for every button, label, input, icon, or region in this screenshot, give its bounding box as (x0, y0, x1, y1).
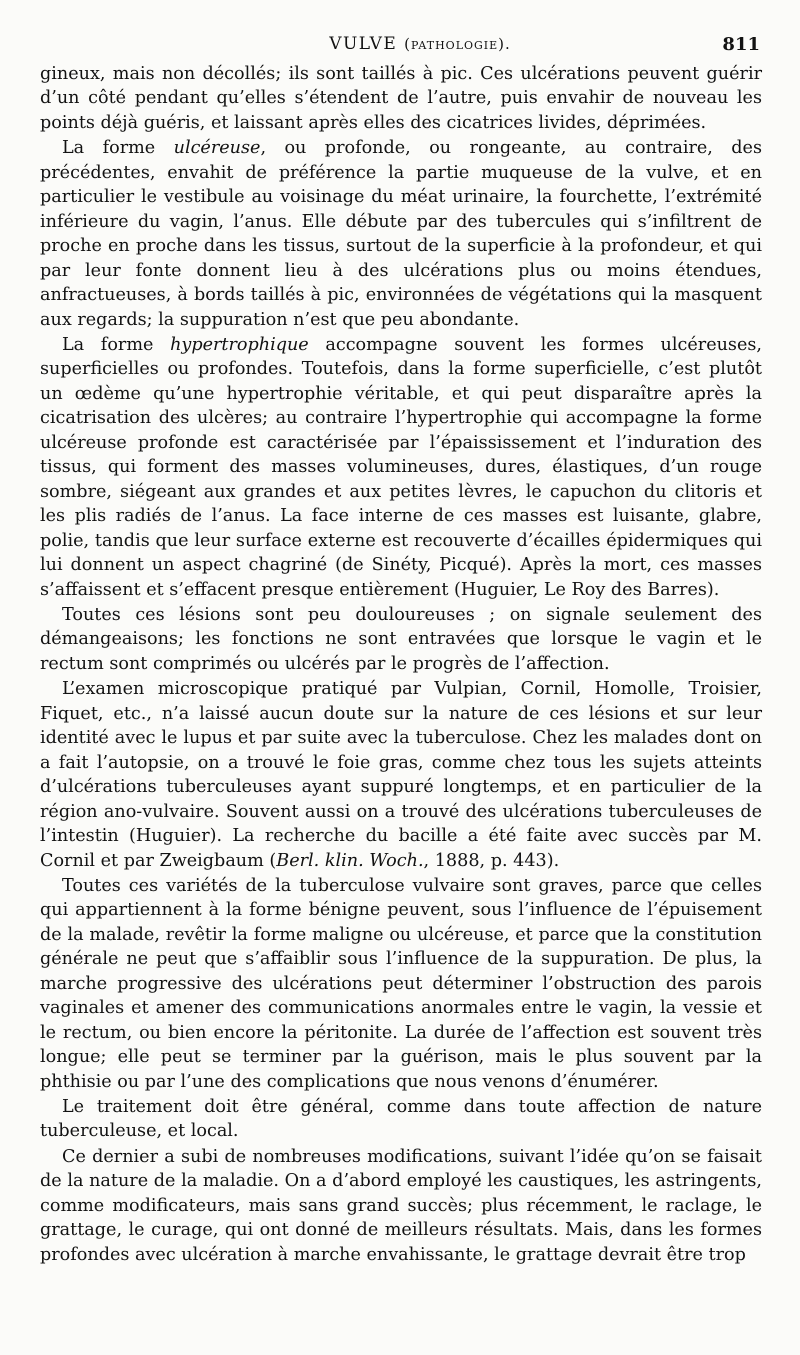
italic-term: ulcéreuse (173, 138, 261, 159)
paragraph (40, 874, 762, 1094)
paragraph (40, 677, 762, 873)
paragraph (40, 1095, 762, 1144)
italic-term: Berl. klin. Woch. (276, 850, 424, 871)
text-run: Ce dernier a subi de nombreuses modifications, suivant l’idée qu’on se faisait de la nature de la maladie. On a d’abord employé les caustiques, les astringents, comme modificateurs, mais sans grand succès; plus récemment, le raclage, le grattage, le curage, qui ont donné de meilleurs résultats. Mais, dans les formes profondes avec ulcération à marche envahissante, le grattage devrait être trop (40, 1146, 762, 1265)
running-header (40, 34, 760, 64)
text-run: Toutes ces lésions sont peu douloureuses ; on signale seulement des démangeaisons; les fonctions ne sont entravées que lorsque le vagin et le rectum sont comprimés ou ulcérés par le progrès de l’affection. (40, 604, 762, 674)
text-run: , ou profonde, ou rongeante, au contraire, des précédentes, envahit de préférence la partie muqueuse de la vulve, et en particulier le vestibule au voisinage du méat urinaire, la fourchette, l’extrémité inférieure du vagin, l’anus. Elle débute par des tubercules qui s’infiltrent de proche en proche dans les tissus, surtout de la superficie à la profondeur, et qui par leur fonte donnent lieu à des ulcérations plus ou moins étendues, anfractueuses, à bords taillés à pic, environnées de végétations qui la masquent aux regards; la suppuration n’est que peu abondante. (40, 138, 762, 330)
paragraph (40, 62, 762, 135)
paragraph (40, 136, 762, 332)
text-run: accompagne souvent les formes ulcéreuses, superficielles ou profondes. Toutefois, dans la forme superficielle, c’est plutôt un œdème qu’une hypertrophie véritable, et qui peut disparaître après la cicatrisation des ulcères; au contraire l’hypertrophie qui accompagne la forme ulcéreuse profonde est caractérisée par l’épaississement et l’induration des tissus, qui forment des masses volumineuses, dures, élastiques, d’un rouge sombre, siégeant aux grandes et aux petites lèvres, le capuchon du clitoris et les plis radiés de l’anus. La face interne de ces masses est luisante, glabre, polie, tandis que leur surface externe est recouverte d’écailles épidermiques qui lui donnent un aspect chagriné (de Sinéty, Picqué). Après la mort, ces masses s’affaissent et s’effacent presque entièrement (Huguier, Le Roy des Barres). (40, 334, 762, 600)
italic-term: hypertrophique (170, 334, 309, 355)
text-run: L’examen microscopique pratiqué par Vulpian, Cornil, Homolle, Troisier, Fiquet, etc., n’a laissé aucun doute sur la nature de ces lésions et sur leur identité avec le lupus et par suite avec la tuberculose. Chez les malades dont on a fait l’autopsie, on a trouvé le foie gras, comme chez tous les sujets atteints d’ulcérations tuberculeuses ayant suppuré longtemps, et en particulier de la région ano-vulvaire. Souvent aussi on a trouvé des ulcérations tuberculeuses de l’intestin (Huguier). La recherche du bacille a été faite avec succès par M. Cornil et par Zweigbaum ( (40, 679, 762, 871)
running-title-main: VULVE (329, 34, 398, 54)
running-title-sub: (pathologie). (404, 35, 511, 53)
paragraph (40, 1145, 762, 1267)
paragraph (40, 603, 762, 676)
body-text (40, 62, 762, 1267)
text-run: La forme (62, 334, 171, 355)
running-title (40, 34, 760, 54)
text-run: Le traitement doit être général, comme dans toute affection de nature tuberculeuse, et local. (40, 1097, 762, 1142)
text-run: La forme (62, 138, 174, 159)
text-run: Toutes ces variétés de la tuberculose vulvaire sont graves, parce que celles qui appartiennent à la forme bénigne peuvent, sous l’influence de l’épuisement de la malade, revêtir la forme maligne ou ulcéreuse, et parce que la constitution générale ne peut que s’affaiblir sous l’influence de la suppuration. De plus, la marche progressive des ulcérations peut déterminer l’obstruction des parois vaginales et amener des communications anormales entre le vagin, la vessie et le rectum, ou bien encore la péritonite. La durée de l’affection est souvent très longue; elle peut se terminer par la guérison, mais le plus souvent par la phthisie ou par l’une des complications que nous venons d’énumérer. (40, 875, 762, 1092)
paragraph (40, 333, 762, 602)
text-run: , 1888, p. 443). (423, 850, 560, 871)
page-number: 811 (722, 34, 760, 55)
text-run: gineux, mais non décollés; ils sont taillés à pic. Ces ulcérations peuvent guérir d’un côté pendant qu’elles s’étendent de l’autre, puis envahir de nouveau les points déjà guéris, et laissant après elles des cicatrices livides, déprimées. (40, 64, 762, 133)
